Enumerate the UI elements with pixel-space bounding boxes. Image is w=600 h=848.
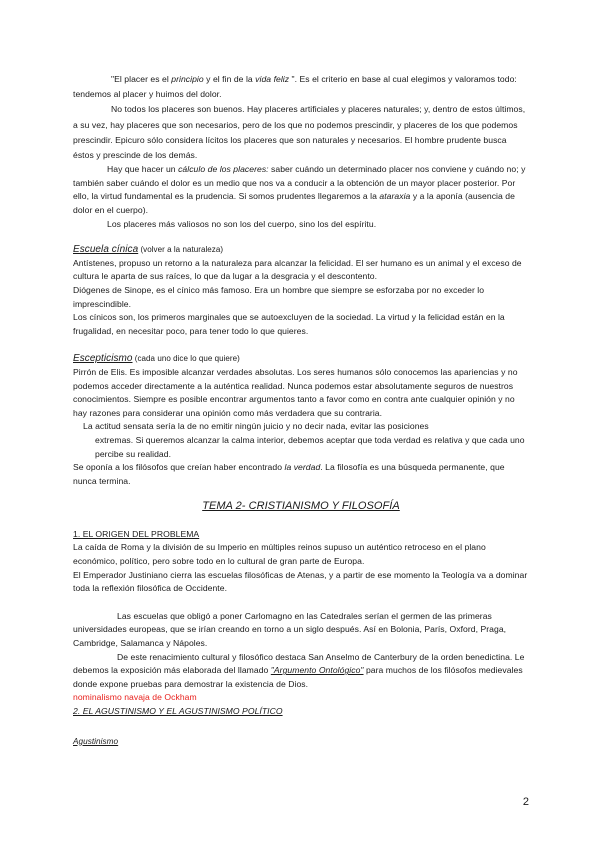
page-number: 2 (522, 796, 529, 808)
escepticismo-heading (73, 352, 529, 366)
escepticismo-p3-post: . La filosofía es una búsqueda permanente, que nunca termina. (73, 462, 505, 486)
escepticismo-p3 (73, 461, 529, 488)
quote-open: "El placer es el (111, 74, 172, 84)
origen-p4 (73, 651, 529, 692)
cinica-p2: Diógenes de Sinope, es el cínico más famoso. Era un hombre que siempre se esforzaba por no exceder lo imprescindible. (73, 284, 485, 309)
calculo-paragraph (73, 163, 529, 217)
la-verdad: la verdad (284, 462, 321, 473)
origen-heading: 1. EL ORIGEN DEL PROBLEMA (73, 528, 200, 539)
origen-p1: La caída de Roma y la división de su Imperio en múltiples reinos supuso un auténtico retroceso en el plano económico, político, pero sobre todo en lo cultural de gran parte de Europa. (73, 542, 486, 567)
calculo-pre: Hay que hacer un (107, 164, 179, 175)
cinica-heading (73, 243, 529, 257)
calculo-mid: saber cuándo un determinado placer nos conviene y cuándo no; y también saber cuándo el dolor es un medio que nos va a conducir a la obtención de un mayor placer posterior. Por ello, la virtud fundamental es la prudencia. Si somos prudentes llegaremos a la (73, 164, 526, 202)
calculo-post: y a la aponía (ausencia de dolor en el cuerpo). (73, 191, 515, 215)
origen-p3: Las escuelas que obligó a poner Carlomagno en las Catedrales serían el germen de las primeras universidades europeas, que se irían creando en torno a un siglo después. Así en Bolonia, París, Oxford, Praga, Cambridge, Salamanca y Nápoles. (73, 610, 507, 649)
calculo-term: cálculo de los placeres: (178, 164, 269, 175)
tema2-title: TEMA 2- CRISTIANISMO Y FILOSOFÍA (202, 500, 400, 513)
nominalismo-note: nominalismo navaja de Ockham (73, 692, 197, 703)
pleasure-quote-paragraph (73, 72, 529, 102)
valiosos-paragraph: Los placeres más valiosos no son los del cuerpo, sino los del espíritu. (107, 218, 377, 229)
origen-p4-pre: De este renacimiento cultural y filosófico destaca San Anselmo de Canterbury de la orden benedictina. Le debemos la exposición más elaborada del llamado (73, 651, 525, 676)
escepticismo-title: Escepticismo (73, 353, 133, 365)
cinica-p3: Los cínicos son, los primeros marginales que se autoexcluyen de la sociedad. La virtud y la felicidad están en la frugalidad, en necesitar poco, para tener todo lo que quieres. (73, 312, 505, 336)
page-content (73, 72, 529, 748)
quote-close: ". Es el criterio en base al cual elegimos y valoramos todo: tendemos al placer y huimos del dolor. (73, 74, 517, 100)
quote-mid: y el fin de la (203, 74, 256, 84)
ataraxia-term: ataraxia (379, 191, 411, 202)
cinica-note: (volver a la naturaleza) (138, 245, 224, 255)
escepticismo-p1: Pirrón de Elis. Es imposible alcanzar verdades absolutas. Los seres humanos sólo conocemos las apariencias y no podemos acceder directamente a la auténtica realidad. Nunca podemos estar absolutamente seguros de nuestros conocimientos. Siempre es posible encontrar argumentos tanto a favor como en contra ante cualquier opinión y no hay razones para considerar una opinión como más verdadera que su contraria. (73, 366, 518, 418)
agustinismo-subheading: Agustinismo (73, 736, 119, 746)
argumento-ontologico: "Argumento Ontológico" (270, 665, 364, 676)
origen-p2: El Emperador Justiniano cierra las escuelas filosóficas de Atenas, y a partir de ese momento la Teología va a dominar toda la reflexión filosófica de Occidente. (73, 569, 528, 594)
escepticismo-p2-first: La actitud sensata sería la de no emitir ningún juicio y no decir nada, evitar las posiciones (83, 421, 429, 432)
escepticismo-p3-pre: Se oponía a los filósofos que creían haber encontrado (73, 462, 285, 473)
cinica-title: Escuela cínica (73, 244, 139, 256)
cinica-p1: Antístenes, propuso un retorno a la naturaleza para alcanzar la felicidad. El ser humano es un animal y el exceso de cultura le aparta de sus raíces, lo que da lugar a la desgracia y el descontento. (73, 257, 522, 282)
quote-vida-feliz: vida feliz (255, 74, 290, 84)
placeres-paragraph: No todos los placeres son buenos. Hay placeres artificiales y placeres naturales; y, dentro de estos últimos, a su vez, hay placeres que son necesarios, pero de los que no podemos prescindir, y placeres de los que podemos prescindir. Epicuro sólo considera lícitos los placeres que son naturales y necesarios. El hombre prudente busca éstos y prescinde de los demás. (73, 104, 526, 161)
escepticismo-p2 (73, 420, 529, 461)
escepticismo-p2-rest: extremas. Si queremos alcanzar la calma interior, debemos aceptar que toda verdad es relativa y que cada uno percibe su realidad. (95, 434, 525, 459)
agustinismo-heading: 2. EL AGUSTINISMO Y EL AGUSTINISMO POLÍTICO (73, 706, 283, 716)
escepticismo-note: (cada uno dice lo que quiere) (132, 354, 240, 364)
quote-principio: principio (171, 74, 204, 84)
origen-p4-post: para muchos de los filósofos medievales donde expone pruebas para demostrar la existencia de Dios. (73, 665, 523, 689)
